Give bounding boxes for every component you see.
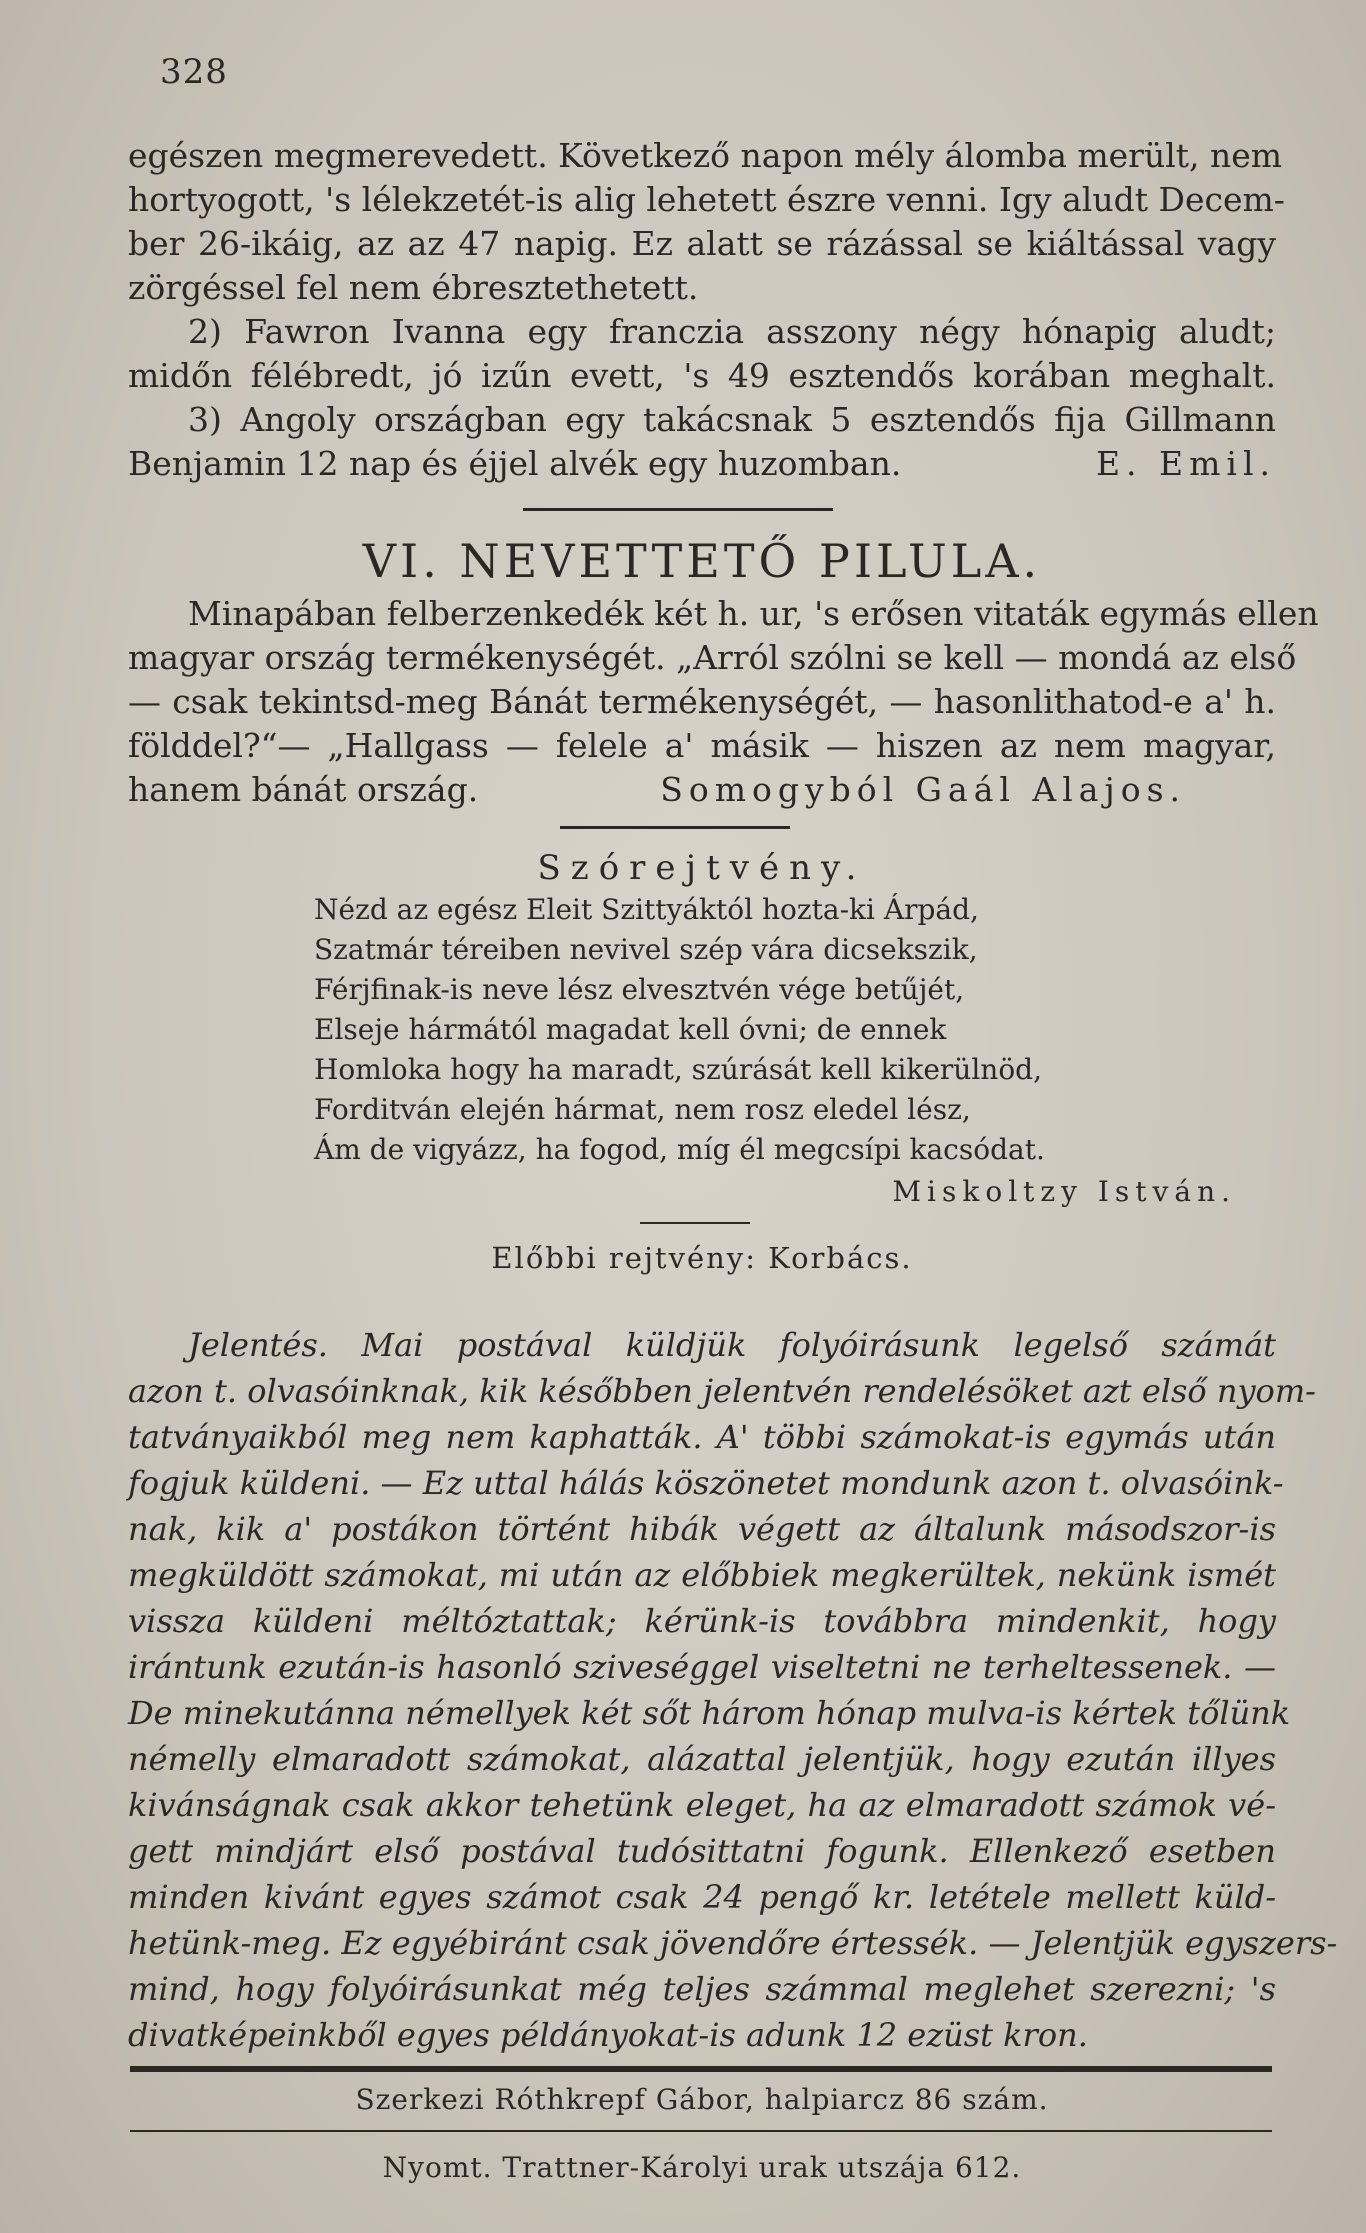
- text-line: magyar ország termékenységét. „Arról szólni se kell — mondá az első: [128, 638, 1297, 677]
- signature: Miskoltzy István.: [892, 1175, 1236, 1208]
- text-line: megküldött számokat, mi után az előbbiek megkerültek, nekünk ismét: [128, 1556, 1276, 1594]
- riddle-title: Szórejtvény.: [537, 848, 867, 888]
- text-line: tatványaikból meg nem kaphatták. A' többi számokat-is egymás után: [128, 1418, 1276, 1456]
- footer-rule-thin: [130, 2130, 1272, 2132]
- editor-line: Szerkezi Róthkrepf Gábor, halpiarcz 86 szám.: [355, 2083, 1049, 2116]
- text-line: ber 26-ikáig, az az 47 napig. Ez alatt se rázással se kiáltással vagy: [128, 224, 1276, 263]
- text-line: hetünk-meg. Ez egyébiránt csak jövendőre értessék. — Jelentjük egyszers-: [128, 1924, 1338, 1962]
- text-line: De minekutánna némellyek két sőt három hónap mulva-is kértek tőlünk: [128, 1694, 1291, 1732]
- signature: E. Emil.: [1095, 444, 1276, 483]
- poem-line: Szatmár téreiben nevivel szép vára dicsekszik,: [314, 933, 978, 966]
- report: [128, 1322, 1338, 2058]
- text-line: földdel?“— „Hallgass — felele a' másik — hiszen az nem magyar,: [128, 726, 1276, 765]
- text-line: fogjuk küldeni. — Ez uttal hálás köszönetet mondunk azon t. olvasóink-: [128, 1464, 1284, 1502]
- editor-info: [128, 2078, 1276, 2122]
- poem-line: Ám de vigyázz, ha fogod, míg él megcsípi kacsódat.: [314, 1133, 1045, 1166]
- printer-line: Nyomt. Trattner-Károlyi urak utszája 612.: [382, 2151, 1022, 2184]
- sleep-article: [128, 134, 1285, 486]
- text-line: Minapában felberzenkedék két h. ur, 's erősen vitaták egymás ellen: [188, 594, 1319, 633]
- poem-line: Homloka hogy ha maradt, szúrását kell kikerülnöd,: [314, 1053, 1042, 1086]
- text-line: 2) Fawron Ivanna egy franczia asszony négy hónapig aludt;: [188, 312, 1276, 351]
- riddle-poem: [128, 890, 1276, 1170]
- text-line: Benjamin 12 nap és éjjel alvék egy huzomban.: [128, 444, 902, 483]
- text-line: nak, kik a' postákon történt hibák végett az általunk másodszor-is: [128, 1510, 1276, 1548]
- text-line: 3) Angoly országban egy takácsnak 5 esztendős fija Gillmann: [188, 400, 1276, 439]
- text-line: hortyogott, 's lélekzetét-is alig lehetett észre venni. Igy aludt Decem-: [128, 180, 1285, 219]
- poem-line: Forditván elején hármat, nem rosz eledel lész,: [314, 1093, 971, 1126]
- section-title: VI. NEVETTETŐ PILULA.: [362, 534, 1042, 588]
- divider: [523, 508, 833, 511]
- divider: [560, 826, 790, 829]
- text-line: midőn félébredt, jó izűn evett, 's 49 esztendős korában meghalt.: [128, 356, 1276, 395]
- printer-info: [128, 2146, 1276, 2190]
- previous-riddle-answer: [128, 1236, 1276, 1280]
- text-line: némelly elmaradott számokat, alázattal jelentjük, hogy ezután illyes: [128, 1740, 1276, 1778]
- pill-article: [128, 530, 1319, 812]
- text-line: egészen megmerevedett. Következő napon mély álomba merült, nem: [128, 136, 1283, 175]
- last-line-with-signature: [128, 768, 1276, 812]
- poem-line: Férjfinak-is neve lész elvesztvén vége betűjét,: [314, 973, 965, 1006]
- text-line: mind, hogy folyóirásunkat még teljes számmal meglehet szerezni; 's: [128, 1970, 1276, 2008]
- poem-line: Nézd az egész Eleit Szittyáktól hozta-ki Árpád,: [314, 893, 979, 926]
- riddle: [128, 846, 1276, 1214]
- text-line: — csak tekintsd-meg Bánát termékenységét, — hasonlithatod-e a' h.: [128, 682, 1276, 721]
- text-line: zörgéssel fel nem ébresztethetett.: [128, 268, 699, 307]
- divider: [640, 1222, 750, 1224]
- text-line: hanem bánát ország.: [128, 770, 479, 809]
- text-line: irántunk ezután-is hasonló sziveséggel viseltetni ne terheltessenek. —: [128, 1648, 1276, 1686]
- signature: Somogyból Gaál Alajos.: [660, 770, 1186, 809]
- text-line: divatképeinkből egyes példányokat-is adunk 12 ezüst kron.: [128, 2016, 1088, 2054]
- text-line: kivánságnak csak akkor tehetünk eleget, ha az elmaradott számok vé-: [128, 1786, 1276, 1824]
- text-line: azon t. olvasóinknak, kik későbben jelentvén rendelésöket azt első nyom-: [128, 1372, 1316, 1410]
- last-line-with-signature: [128, 442, 1276, 486]
- footer-rule-thick: [130, 2066, 1272, 2072]
- text-line: Jelentés. Mai postával küldjük folyóirásunk legelső számát: [188, 1326, 1276, 1364]
- text-line: minden kivánt egyes számot csak 24 pengő kr. letétele mellett küld-: [128, 1878, 1276, 1916]
- text-line: gett mindjárt első postával tudósittatni fogunk. Ellenkező esetben: [128, 1832, 1276, 1870]
- page-number: 328: [160, 52, 228, 92]
- poem-line: Elseje hármától magadat kell óvni; de ennek: [314, 1013, 947, 1046]
- previous-riddle: Előbbi rejtvény: Korbács.: [491, 1241, 913, 1275]
- text-line: vissza küldeni méltóztattak; kérünk-is továbbra mindenkit, hogy: [128, 1602, 1276, 1640]
